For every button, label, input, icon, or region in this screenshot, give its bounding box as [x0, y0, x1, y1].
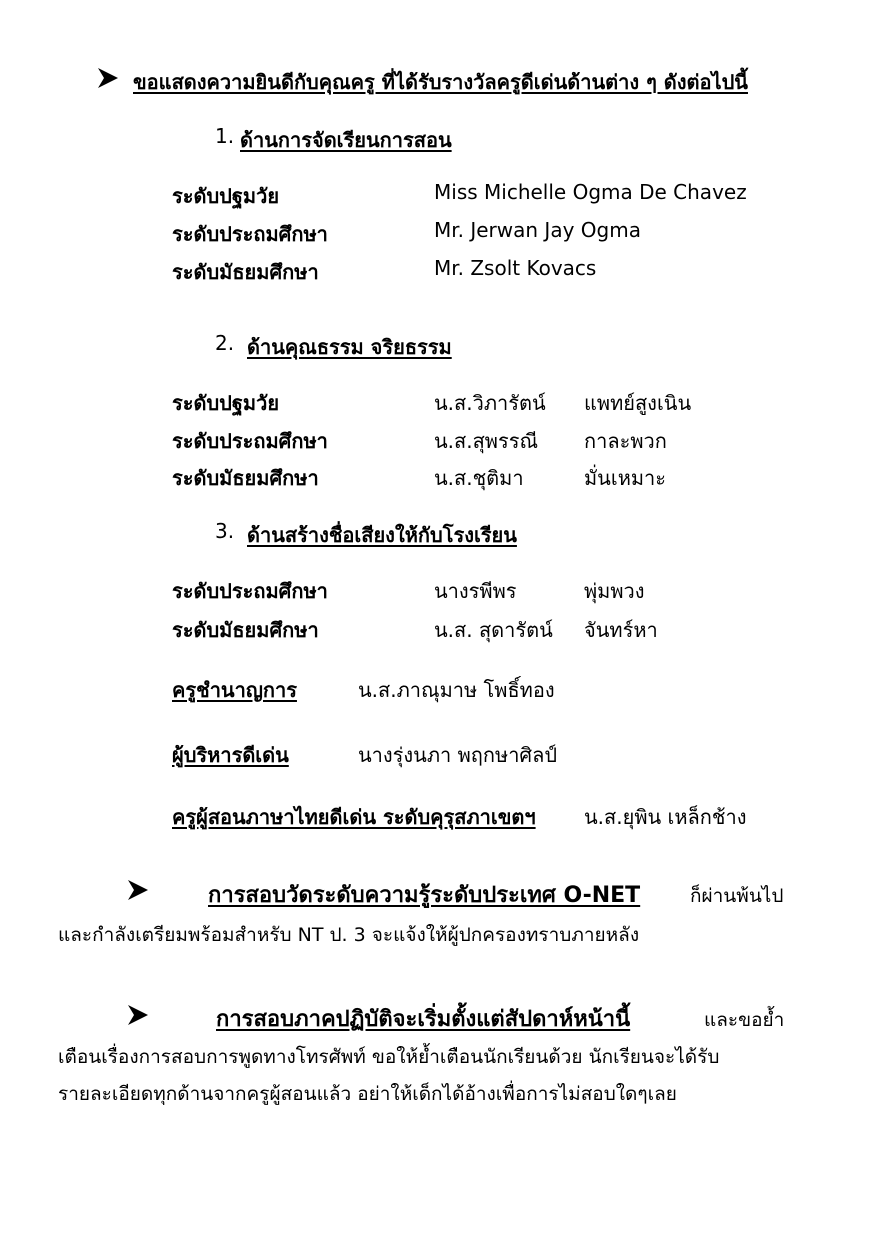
- section-2-level: ระดับปฐมวัย: [172, 391, 280, 415]
- section-3-name: นางรพีพร: [434, 579, 517, 603]
- section-1-name: Miss Michelle Ogma De Chavez: [434, 180, 747, 204]
- section-3-title: ด้านสร้างชื่อเสียงให้กับโรงเรียน: [247, 523, 517, 547]
- section-1-level: ระดับประถมศึกษา: [172, 222, 328, 246]
- section-2-name: น.ส.สุพรรณี: [434, 429, 539, 453]
- section-1-name: Mr. Zsolt Kovacs: [434, 256, 597, 280]
- section-3-surname: จันทร์หา: [584, 618, 658, 642]
- practical-title: การสอบภาคปฏิบัติจะเริ่มตั้งแต่สัปดาห์หน้านี้: [216, 1007, 631, 1032]
- section-1-level: ระดับมัธยมศึกษา: [172, 260, 319, 284]
- section-2-surname: กาละพวก: [584, 429, 667, 453]
- page-heading: ขอแสดงความยินดีกับคุณครู ที่ได้รับรางวัลครูดีเด่นด้านต่าง ๆ ดังต่อไปนี้: [133, 70, 748, 94]
- award-recipient: น.ส.ภาณุมาษ โพธิ์ทอง: [358, 678, 555, 702]
- arrow-bullet-icon: [126, 878, 150, 902]
- section-3-level: ระดับมัธยมศึกษา: [172, 618, 319, 642]
- arrow-bullet-icon: [126, 1003, 150, 1027]
- section-3-level: ระดับประถมศึกษา: [172, 579, 328, 603]
- section-2-name: น.ส.วิภารัตน์: [434, 391, 546, 415]
- section-3-number: 3.: [215, 519, 235, 543]
- section-2-level: ระดับประถมศึกษา: [172, 429, 328, 453]
- section-1-name: Mr. Jerwan Jay Ogma: [434, 218, 641, 242]
- section-2-title: ด้านคุณธรรม จริยธรรม: [247, 335, 452, 359]
- section-1-title: ด้านการจัดเรียนการสอน: [240, 128, 452, 152]
- onet-line-2: และกำลังเตรียมพร้อมสำหรับ NT ป. 3 จะแจ้งให้ผู้ปกครองทราบภายหลัง: [58, 924, 640, 946]
- award-recipient: น.ส.ยุพิน เหล็กช้าง: [584, 805, 747, 829]
- section-1-number: 1.: [215, 124, 235, 148]
- award-label: ครูชำนาญการ: [172, 678, 297, 702]
- practical-line-3: รายละเอียดทุกด้านจากครูผู้สอนแล้ว อย่าให้เด็กได้อ้างเพื่อการไม่สอบใดๆเลย: [58, 1083, 677, 1105]
- onet-tail: ก็ผ่านพ้นไป: [690, 885, 784, 907]
- section-2-surname: แพทย์สูงเนิน: [584, 391, 692, 415]
- award-recipient: นางรุ่งนภา พฤกษาศิลป์: [358, 743, 558, 767]
- section-2-number: 2.: [215, 331, 235, 355]
- practical-line-2: เตือนเรื่องการสอบการพูดทางโทรศัพท์ ขอให้ย้ำเตือนนักเรียนด้วย นักเรียนจะได้รับ: [58, 1046, 720, 1068]
- section-1-level: ระดับปฐมวัย: [172, 184, 280, 208]
- onet-title: การสอบวัดระดับความรู้ระดับประเทศ O-NET: [208, 883, 641, 908]
- section-3-surname: พุ่มพวง: [584, 579, 645, 603]
- award-label: ผู้บริหารดีเด่น: [172, 743, 289, 767]
- section-3-name: น.ส. สุดารัตน์: [434, 618, 553, 642]
- section-2-surname: มั่นเหมาะ: [584, 466, 667, 490]
- award-label: ครูผู้สอนภาษาไทยดีเด่น ระดับคุรุสภาเขตฯ: [172, 805, 536, 829]
- practical-tail: และขอย้ำ: [704, 1009, 785, 1031]
- arrow-bullet-icon: [96, 66, 120, 90]
- section-2-name: น.ส.ชุติมา: [434, 466, 524, 490]
- section-2-level: ระดับมัธยมศึกษา: [172, 466, 319, 490]
